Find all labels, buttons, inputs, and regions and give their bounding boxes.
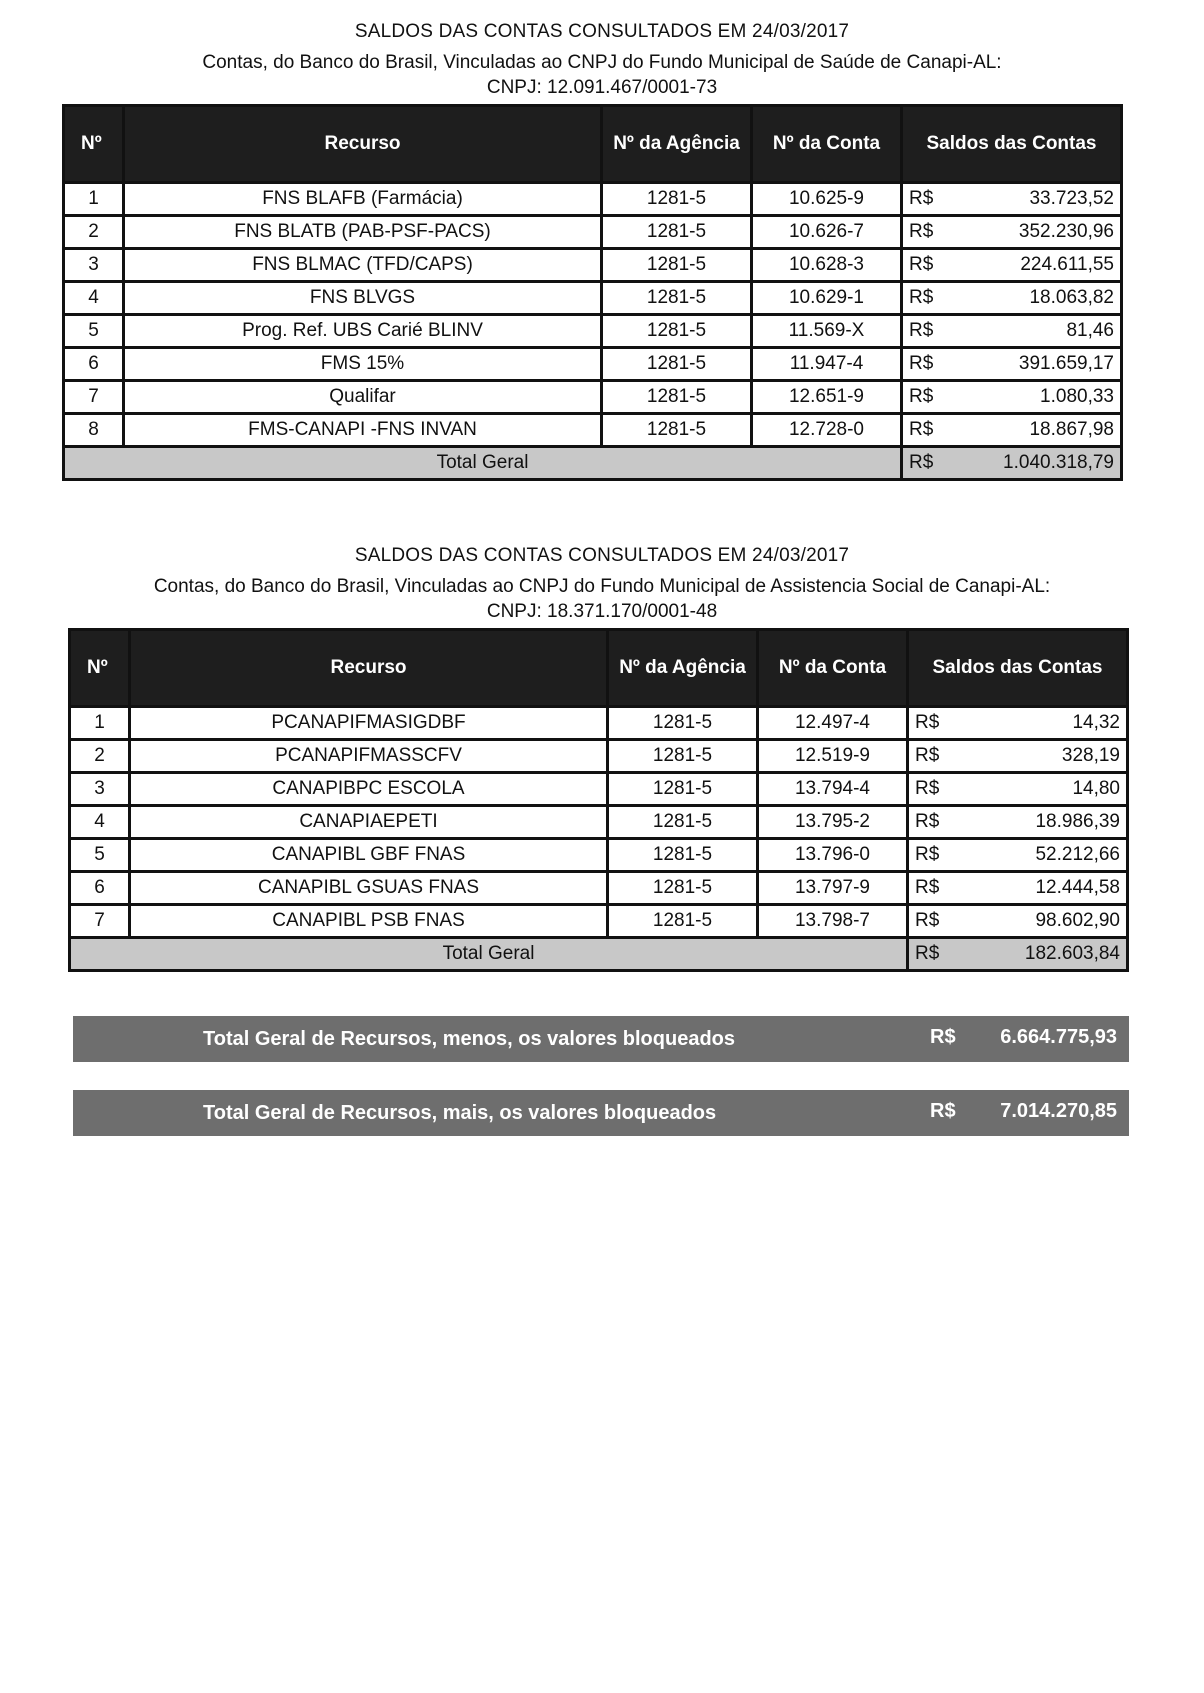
recurso-cell: Prog. Ref. UBS Carié BLINV (124, 315, 602, 348)
section-saude (0, 18, 1204, 481)
conta-cell: 12.519-9 (758, 740, 908, 773)
saldo-cell (908, 872, 1128, 905)
section-subtitle: Contas, do Banco do Brasil, Vinculadas ao CNPJ do Fundo Municipal de Saúde de Canapi-AL: (202, 52, 1002, 73)
conta-cell: 10.626-7 (752, 216, 902, 249)
saldo-cell (902, 216, 1122, 249)
conta-cell: 13.795-2 (758, 806, 908, 839)
grand-total-value: 7.014.270,85 (1000, 1100, 1117, 1122)
saldo-value: 81,46 (1066, 320, 1114, 341)
agencia-cell: 1281-5 (602, 414, 752, 447)
conta-cell: 11.569-X (752, 315, 902, 348)
row-number: 7 (70, 905, 130, 938)
header-agencia: Nº da Agência (602, 106, 752, 183)
agencia-cell: 1281-5 (602, 315, 752, 348)
currency-symbol: R$ (915, 910, 940, 931)
recurso-cell: CANAPIAEPETI (130, 806, 608, 839)
saldo-cell (902, 183, 1122, 216)
row-number: 1 (70, 707, 130, 740)
table-row (70, 806, 1128, 839)
agencia-cell: 1281-5 (602, 381, 752, 414)
accounts-table (68, 628, 1129, 972)
conta-cell: 12.497-4 (758, 707, 908, 740)
row-number: 8 (64, 414, 124, 447)
saldo-value: 18.986,39 (1035, 811, 1120, 832)
currency-symbol: R$ (909, 386, 934, 407)
agencia-cell: 1281-5 (608, 740, 758, 773)
currency-symbol: R$ (915, 745, 940, 766)
table-row (64, 381, 1122, 414)
row-number: 1 (64, 183, 124, 216)
saldo-cell (902, 282, 1122, 315)
row-number: 3 (70, 773, 130, 806)
saldo-cell (908, 806, 1128, 839)
grand-total-label: Total Geral de Recursos, mais, os valores bloqueados (203, 1102, 717, 1124)
currency-symbol: R$ (909, 419, 934, 440)
header-agencia: Nº da Agência (608, 630, 758, 707)
row-number: 4 (64, 282, 124, 315)
currency-symbol: R$ (909, 320, 934, 341)
currency-symbol: R$ (915, 943, 940, 964)
conta-cell: 10.629-1 (752, 282, 902, 315)
saldo-value: 14,80 (1072, 778, 1120, 799)
saldo-value: 52.212,66 (1035, 844, 1120, 865)
table-row (70, 740, 1128, 773)
currency-symbol: R$ (930, 1026, 956, 1048)
currency-symbol: R$ (909, 452, 934, 473)
recurso-cell: CANAPIBL GSUAS FNAS (130, 872, 608, 905)
saldo-value: 14,32 (1072, 712, 1120, 733)
saldo-cell (902, 414, 1122, 447)
header-no: Nº (64, 106, 124, 183)
recurso-cell: FMS 15% (124, 348, 602, 381)
currency-symbol: R$ (909, 353, 934, 374)
table-row (64, 249, 1122, 282)
conta-cell: 13.797-9 (758, 872, 908, 905)
saldo-cell (902, 249, 1122, 282)
currency-symbol: R$ (909, 188, 934, 209)
saldo-value: 328,19 (1061, 745, 1120, 766)
agencia-cell: 1281-5 (608, 773, 758, 806)
section-assistencia-social (0, 542, 1204, 972)
agencia-cell: 1281-5 (602, 249, 752, 282)
header-recurso: Recurso (130, 630, 608, 707)
table-row (64, 282, 1122, 315)
section-title: SALDOS DAS CONTAS CONSULTADOS EM 24/03/2017 (354, 545, 850, 566)
recurso-cell: PCANAPIFMASIGDBF (130, 707, 608, 740)
table-row (64, 348, 1122, 381)
row-number: 6 (70, 872, 130, 905)
recurso-cell: CANAPIBL PSB FNAS (130, 905, 608, 938)
recurso-cell: FNS BLATB (PAB-PSF-PACS) (124, 216, 602, 249)
total-label: Total Geral (70, 938, 908, 971)
agencia-cell: 1281-5 (608, 806, 758, 839)
table-row (64, 216, 1122, 249)
agencia-cell: 1281-5 (602, 216, 752, 249)
saldo-value: 12.444,58 (1035, 877, 1120, 898)
currency-symbol: R$ (915, 712, 940, 733)
row-number: 3 (64, 249, 124, 282)
row-number: 4 (70, 806, 130, 839)
table-row (70, 839, 1128, 872)
total-row (70, 938, 1128, 971)
recurso-cell: FNS BLVGS (124, 282, 602, 315)
saldo-cell (908, 773, 1128, 806)
saldo-cell (908, 905, 1128, 938)
total-value-cell (902, 447, 1122, 480)
currency-symbol: R$ (915, 844, 940, 865)
currency-symbol: R$ (930, 1100, 956, 1122)
recurso-cell: Qualifar (124, 381, 602, 414)
table-row (64, 414, 1122, 447)
recurso-cell: CANAPIBL GBF FNAS (130, 839, 608, 872)
conta-cell: 13.796-0 (758, 839, 908, 872)
agencia-cell: 1281-5 (608, 905, 758, 938)
conta-cell: 11.947-4 (752, 348, 902, 381)
saldo-value: 98.602,90 (1035, 910, 1120, 931)
agencia-cell: 1281-5 (608, 872, 758, 905)
accounts-table (62, 104, 1123, 481)
grand-total-label: Total Geral de Recursos, menos, os valores bloqueados (203, 1028, 736, 1050)
table-row (70, 707, 1128, 740)
total-value: 182.603,84 (1024, 943, 1120, 964)
saldo-cell (902, 348, 1122, 381)
recurso-cell: FMS-CANAPI -FNS INVAN (124, 414, 602, 447)
currency-symbol: R$ (915, 778, 940, 799)
currency-symbol: R$ (909, 254, 934, 275)
agencia-cell: 1281-5 (602, 348, 752, 381)
total-value: 1.040.318,79 (1003, 452, 1114, 473)
table-row (70, 872, 1128, 905)
recurso-cell: CANAPIBPC ESCOLA (130, 773, 608, 806)
grand-total-plus-bar (73, 1090, 1129, 1136)
row-number: 7 (64, 381, 124, 414)
table-header-row (64, 106, 1122, 183)
saldo-value: 18.867,98 (1029, 419, 1114, 440)
total-row (64, 447, 1122, 480)
saldo-value: 224.611,55 (1020, 254, 1114, 275)
recurso-cell: FNS BLAFB (Farmácia) (124, 183, 602, 216)
section-title: SALDOS DAS CONTAS CONSULTADOS EM 24/03/2017 (354, 21, 850, 42)
section-cnpj: CNPJ: 12.091.467/0001-73 (486, 77, 718, 98)
section-cnpj: CNPJ: 18.371.170/0001-48 (486, 601, 718, 622)
recurso-cell: FNS BLMAC (TFD/CAPS) (124, 249, 602, 282)
saldo-cell (902, 381, 1122, 414)
total-label: Total Geral (64, 447, 902, 480)
agencia-cell: 1281-5 (608, 707, 758, 740)
agencia-cell: 1281-5 (608, 839, 758, 872)
saldo-cell (902, 315, 1122, 348)
saldo-value: 352.230,96 (1018, 221, 1114, 242)
section-subtitle: Contas, do Banco do Brasil, Vinculadas ao CNPJ do Fundo Municipal de Assistencia Social de Canapi-AL: (153, 576, 1051, 597)
agencia-cell: 1281-5 (602, 183, 752, 216)
saldo-cell (908, 839, 1128, 872)
table-row (64, 315, 1122, 348)
header-conta: Nº da Conta (752, 106, 902, 183)
saldo-value: 1.080,33 (1040, 386, 1114, 407)
saldo-cell (908, 707, 1128, 740)
grand-total-minus-bar (73, 1016, 1129, 1062)
saldo-cell (908, 740, 1128, 773)
conta-cell: 10.628-3 (752, 249, 902, 282)
saldo-value: 18.063,82 (1029, 287, 1114, 308)
conta-cell: 13.794-4 (758, 773, 908, 806)
header-saldo: Saldos das Contas (902, 106, 1122, 183)
table-row (70, 905, 1128, 938)
currency-symbol: R$ (909, 221, 934, 242)
row-number: 2 (64, 216, 124, 249)
row-number: 5 (70, 839, 130, 872)
table-header-row (70, 630, 1128, 707)
conta-cell: 12.728-0 (752, 414, 902, 447)
recurso-cell: PCANAPIFMASSCFV (130, 740, 608, 773)
agencia-cell: 1281-5 (602, 282, 752, 315)
total-value-cell (908, 938, 1128, 971)
header-recurso: Recurso (124, 106, 602, 183)
conta-cell: 13.798-7 (758, 905, 908, 938)
header-saldo: Saldos das Contas (908, 630, 1128, 707)
table-row (70, 773, 1128, 806)
grand-total-value: 6.664.775,93 (1000, 1026, 1117, 1048)
header-no: Nº (70, 630, 130, 707)
row-number: 6 (64, 348, 124, 381)
row-number: 5 (64, 315, 124, 348)
conta-cell: 10.625-9 (752, 183, 902, 216)
row-number: 2 (70, 740, 130, 773)
currency-symbol: R$ (909, 287, 934, 308)
currency-symbol: R$ (915, 877, 940, 898)
table-row (64, 183, 1122, 216)
saldo-value: 33.723,52 (1029, 188, 1114, 209)
conta-cell: 12.651-9 (752, 381, 902, 414)
currency-symbol: R$ (915, 811, 940, 832)
header-conta: Nº da Conta (758, 630, 908, 707)
saldo-value: 391.659,17 (1018, 353, 1114, 374)
